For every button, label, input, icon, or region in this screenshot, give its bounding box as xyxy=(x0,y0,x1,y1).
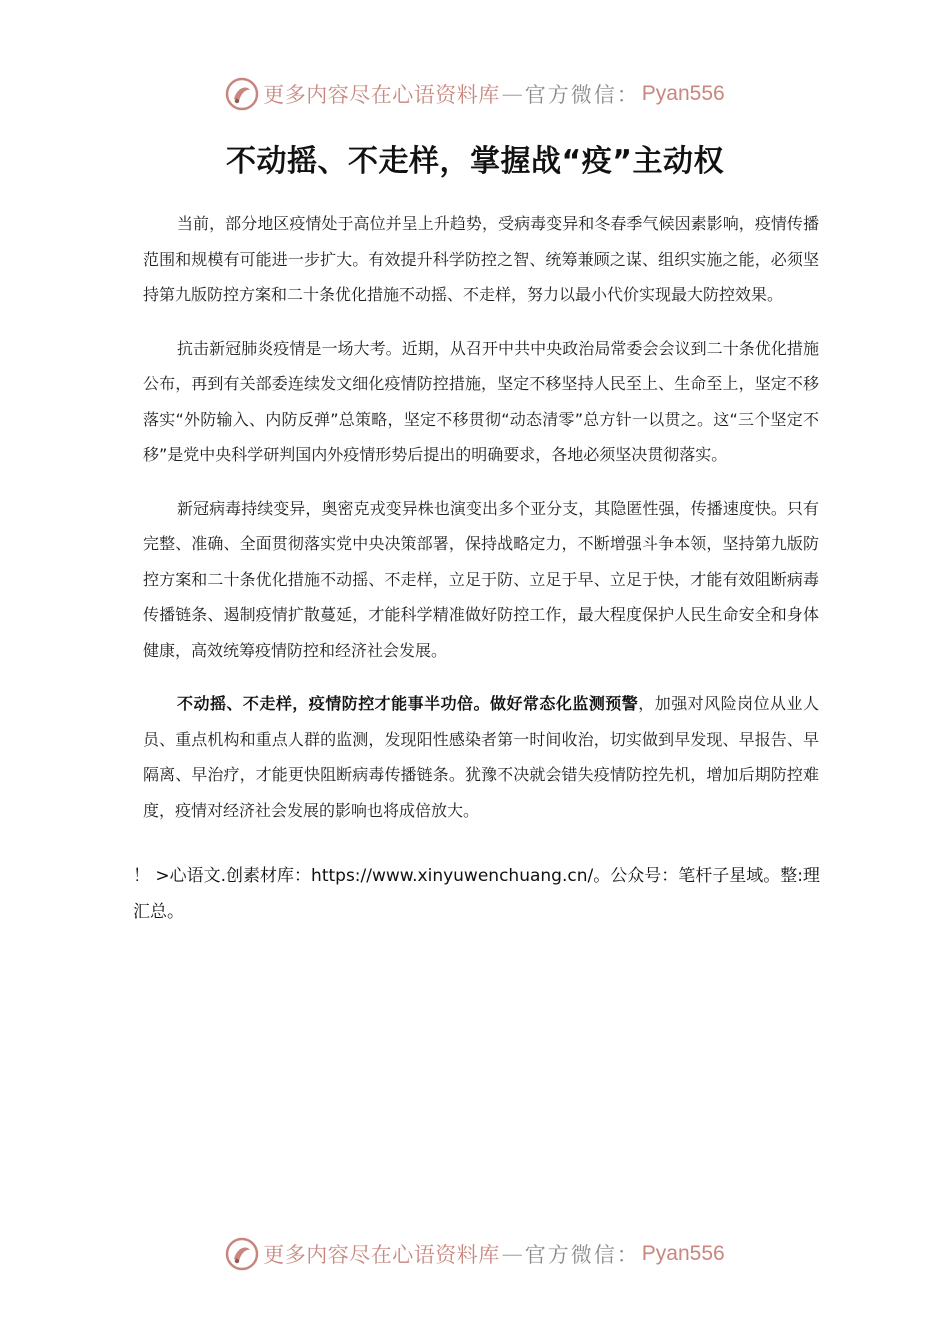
article-body xyxy=(143,206,819,846)
banner-separator: — xyxy=(501,82,523,106)
paragraph-4-bold: 不动摇、不走样，疫情防控才能事半功倍。做好常态化监测预警 xyxy=(177,694,639,713)
paragraph-4-text: ，加强对风险岗位从业人员、重点机构和重点人群的监测，发现阳性感染者第一时间收治，切实做到早发现、早报告、早隔离、早治疗，才能更快阻断病毒传播链条。犹豫不决就会错失疫情防控先机，增加后期防控难度，疫情对经济社会发展的影响也将成倍放大。 xyxy=(143,694,819,820)
paragraph-1-text: 当前，部分地区疫情处于高位并呈上升趋势，受病毒变异和冬春季气候因素影响，疫情传播范围和规模有可能进一步扩大。有效提升科学防控之智、统筹兼顾之谋、组织实施之能，必须坚持第九版防控方案和二十条优化措施不动摇、不走样，努力以最小代价实现最大防控效果。 xyxy=(143,214,819,304)
banner-wechat-id: Pyan556 xyxy=(641,82,725,105)
banner-wechat-id: Pyan556 xyxy=(641,1242,725,1265)
paragraph-3 xyxy=(143,491,819,669)
brand-logo-icon xyxy=(225,77,259,111)
paragraph-3-text: 新冠病毒持续变异，奥密克戎变异株也演变出多个亚分支，其隐匿性强，传播速度快。只有完整、准确、全面贯彻落实党中央决策部署，保持战略定力，不断增强斗争本领，坚持第九版防控方案和二十条优化措施不动摇、不走样，立足于防、立足于早、立足于快，才能有效阻断病毒传播链条、遏制疫情扩散蔓延，才能科学精准做好防控工作，最大程度保护人民生命安全和身体健康，高效统筹疫情防控和经济社会发展。 xyxy=(143,498,819,660)
banner-text: 更多内容尽在心语资料库 xyxy=(263,1243,500,1267)
banner-text: 更多内容尽在心语资料库 xyxy=(263,83,500,107)
paragraph-4 xyxy=(143,686,819,828)
source-note: ！ >心语文.创素材库：https://www.xinyuwenchuang.cn/。公众号：笔杆子星域。整:理汇总。 xyxy=(133,866,820,922)
paragraph-2-text: 抗击新冠肺炎疫情是一场大考。近期，从召开中共中央政治局常委会会议到二十条优化措施公布，再到有关部委连续发文细化疫情防控措施，坚定不移坚持人民至上、生命至上，坚定不移落实“外防输入、内防反弹”总策略，坚定不移贯彻“动态清零”总方针一以贯之。这“三个坚定不移”是党中央科学研判国内外疫情形势后提出的明确要求，各地必须坚决贯彻落实。 xyxy=(143,338,819,464)
banner-wechat-label: 官方微信： xyxy=(524,83,640,107)
header-banner xyxy=(0,72,950,116)
footer-banner xyxy=(0,1232,950,1276)
brand-logo-icon xyxy=(225,1237,259,1271)
paragraph-1 xyxy=(143,206,819,313)
paragraph-2 xyxy=(143,331,819,473)
banner-separator: — xyxy=(501,1242,523,1266)
article-title: 不动摇、不走样，掌握战“疫”主动权 xyxy=(226,144,724,179)
banner-wechat-label: 官方微信： xyxy=(524,1243,640,1267)
